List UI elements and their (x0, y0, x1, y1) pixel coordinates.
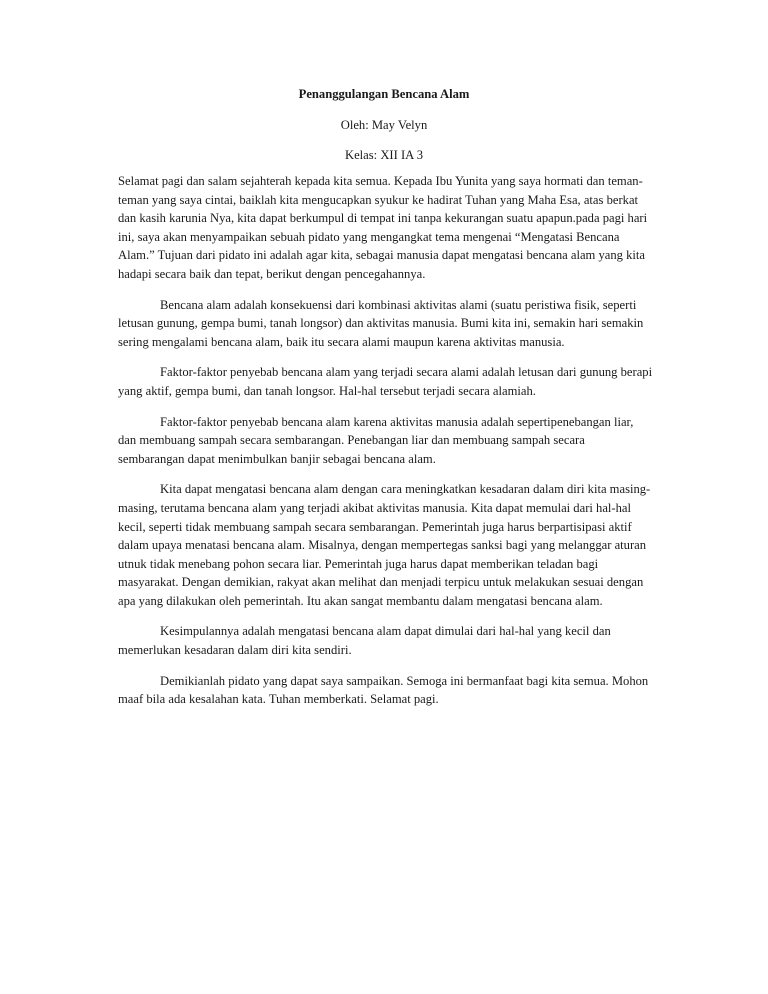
paragraph-closing: Demikianlah pidato yang dapat saya sampaikan. Semoga ini bermanfaat bagi kita semua. Mohon maaf bila ada kesalahan kata. Tuhan memberkati. Selamat pagi. (118, 673, 649, 707)
class-line: Kelas: XII IA 3 (345, 148, 423, 162)
paragraph-natural-causes: Faktor-faktor penyebab bencana alam yang terjadi secara alami adalah letusan dari gunung berapi yang aktif, gempa bumi, dan tanah longsor. Hal-hal tersebut terjadi secara alamiah. (118, 365, 653, 398)
document-body (118, 172, 653, 721)
author-line: Oleh: May Velyn (340, 118, 428, 132)
paragraph-definition: Bencana alam adalah konsekuensi dari kombinasi aktivitas alami (suatu peristiwa fisik, seperti letusan gunung, gempa bumi, tanah longsor) dan aktivitas manusia. Bumi kita ini, semakin hari semakin sering mengalami bencana alam, baik itu secara alami maupun karena aktivitas manusia. (118, 297, 644, 349)
document-title: Penanggulangan Bencana Alam (298, 87, 470, 101)
paragraph-human-causes: Faktor-faktor penyebab bencana alam karena aktivitas manusia adalah sepertipenebangan liar, dan membuang sampah secara sembarangan. Penebangan liar dan membuang sampah secara sembarangan dapat menimbulkan banjir sebagai bencana alam. (118, 414, 634, 466)
paragraph-conclusion: Kesimpulannya adalah mengatasi bencana alam dapat dimulai dari hal-hal yang kecil dan memerlukan kesadaran dalam diri kita sendiri. (118, 624, 611, 658)
paragraph-solutions: Kita dapat mengatasi bencana alam dengan cara meningkatkan kesadaran dalam diri kita masing-masing, terutama bencana alam yang terjadi akibat aktivitas manusia. Kita dapat memulai dari hal-hal kecil, seperti tidak membuang sampah secara sembarangan. Pemerintah juga harus berpartisipasi aktif dalam upaya menatasi bencana alam. Misalnya, dengan mempertegas sanksi bagi yang melanggar aturan utnuk tidak menebang pohon secara liar. Pemerintah juga harus dapat memberikan teladan bagi masyarakat. Dengan demikian, rakyat akan melihat dan menjadi terpicu untuk melakukan sesuai dengan apa yang dilakukan oleh pemerintah. Itu akan sangat membantu dalam mengatasi bencana alam. (118, 482, 651, 608)
paragraph-opening: Selamat pagi dan salam sejahterah kepada kita semua. Kepada Ibu Yunita yang saya hormati dan teman-teman yang saya cintai, baiklah kita mengucapkan syukur ke hadirat Tuhan yang Maha Esa, atas berkat dan kasih karunia Nya, kita dapat berkumpul di tempat ini tanpa kekurangan suatu apapun.pada pagi hari ini, saya akan menyampaikan sebuah pidato yang mengangkat tema mengenai “Mengatasi Bencana Alam.” Tujuan dari pidato ini adalah agar kita, sebagai manusia dapat mengatasi bencana alam yang kita hadapi secara baik dan tepat, berikut dengan pencegahannya. (118, 174, 648, 281)
